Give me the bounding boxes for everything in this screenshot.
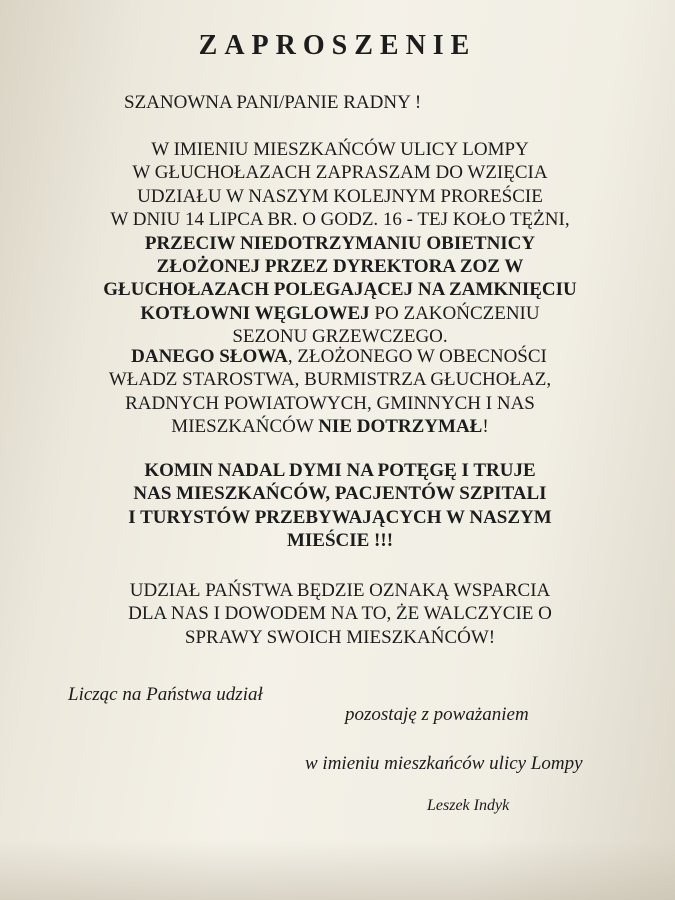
text-line: W GŁUCHOŁAZACH ZAPRASZAM DO WZIĘCIA	[132, 162, 548, 184]
text-line: UDZIAŁ PAŃSTWA BĘDZIE OZNAKĄ WSPARCIA	[129, 580, 551, 601]
text-line-bold: GŁUCHOŁAZACH POLEGAJĄCEJ NA ZAMKNIĘCIU	[103, 279, 577, 301]
bold-phrase: NIE DOTRZYMAŁ	[318, 416, 483, 438]
closing-line-2: pozostaję z poważaniem	[345, 704, 529, 725]
text-line: RADNYCH POWIATOWYCH, GMINNYCH I NAS	[125, 392, 535, 414]
closing-line-3: w imieniu mieszkańców ulicy Lompy	[305, 753, 583, 774]
page-title: ZAPROSZENIE	[198, 30, 477, 61]
text-line	[30, 345, 630, 368]
text-line: SEZONU GRZEWCZEGO.	[232, 326, 448, 348]
text-line: SPRAWY SWOICH MIESZKAŃCÓW!	[184, 626, 496, 648]
text-fragment: !	[482, 416, 489, 438]
text-line: DLA NAS I DOWODEM NA TO, ŻE WALCZYCIE O	[128, 603, 552, 625]
closing-line-1: Licząc na Państwa udział	[68, 684, 263, 705]
text-fragment: , ZŁOŻONEGO W OBECNOŚCI	[287, 346, 547, 367]
text-fragment: PO ZAKOŃCZENIU	[369, 302, 540, 324]
text-line: UDZIAŁU W NASZYM KOLEJNYM PROREŚCIE	[137, 185, 543, 207]
text-line-bold: MIEŚCIE !!!	[286, 530, 394, 552]
paragraph-chimney	[40, 459, 640, 553]
text-line-bold: KOMIN NADAL DYMI NA POTĘGĘ I TRUJE	[144, 460, 536, 481]
text-line-bold: ZŁOŻONEJ PRZEZ DYREKTORA ZOZ W	[156, 256, 524, 278]
text-line	[40, 302, 640, 325]
text-line: WŁADZ STAROSTWA, BURMISTRZA GŁUCHOŁAZ,	[108, 369, 552, 391]
text-line: W IMIENIU MIESZKAŃCÓW ULICY LOMPY	[151, 139, 529, 160]
text-line: W DNIU 14 LIPCA BR. O GODZ. 16 - TEJ KOŁO TĘŻNI,	[110, 209, 570, 231]
text-line-bold: NAS MIESZKAŃCÓW, PACJENTÓW SZPITALI	[133, 483, 547, 505]
bold-phrase: DANEGO SŁOWA	[131, 346, 288, 367]
text-line-bold: PRZECIW NIEDOTRZYMANIU OBIETNICY	[144, 232, 536, 254]
salutation: SZANOWNA PANI/PANIE RADNY !	[124, 92, 422, 113]
bold-phrase: KOTŁOWNI WĘGLOWEJ	[140, 302, 370, 324]
paragraph-invitation	[40, 138, 640, 349]
paragraph-promise	[30, 345, 630, 439]
signature: Leszek Indyk	[427, 797, 510, 814]
text-line	[30, 415, 630, 438]
paragraph-support	[40, 579, 640, 649]
text-line-bold: I TURYSTÓW PRZEBYWAJĄCYCH W NASZYM	[128, 506, 552, 528]
text-fragment: MIESZKAŃCÓW	[171, 416, 319, 438]
paper-shadow	[0, 840, 675, 900]
